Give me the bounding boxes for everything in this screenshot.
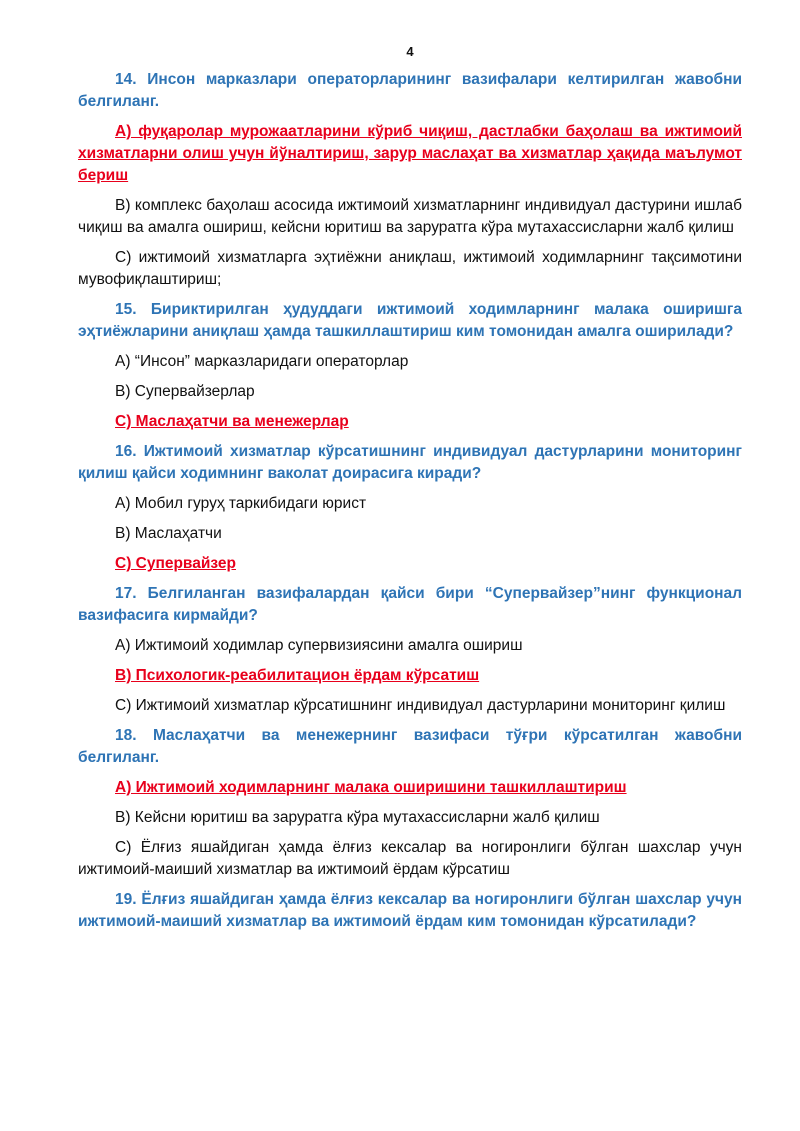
answer-option: B) Маслаҳатчи [115, 525, 222, 542]
correct-answer-option: C) Супервайзер [115, 555, 236, 572]
answer-option: B) Супервайзерлар [115, 383, 255, 400]
correct-answer-option: A) фуқаролар мурожаатларини кўриб чиқиш, дастлабки баҳолаш ва ижтимоий хизматларни олиш учун йўналтириш, зарур маслаҳат ва хизматлар ҳақида маълумот бериш [78, 123, 742, 184]
answer-option: B) комплекс баҳолаш асосида ижтимоий хизматларнинг индивидуал дастурини ишлаб чиқиш ва амалга ошириш, кейсни юритиш ва заруратга кўра мутахассисларни жалб қилиш [78, 197, 742, 236]
answer-option: A) Мобил гуруҳ таркибидаги юрист [115, 495, 367, 512]
question-text: 14. Инсон марказлари операторларининг вазифалари келтирилган жавобни белгиланг. [78, 71, 742, 110]
correct-answer-option: B) Психологик-реабилитацион ёрдам кўрсатиш [115, 667, 480, 684]
question-text: 19. Ёлғиз яшайдиган ҳамда ёлғиз кексалар ва ногиронлиги бўлган шахслар учун ижтимоий-маиший хизматлар ва ижтимоий ёрдам ким томонидан кўрсатилади? [78, 891, 742, 930]
question-text: 15. Бириктирилган ҳудуддаги ижтимоий ходимларнинг малака оширишга эҳтиёжларини аниқлаш ҳамда ташкиллаштириш ким томонидан амалга оширилади? [78, 301, 742, 340]
question-text: 17. Белгиланган вазифалардан қайси бири “Супервайзер”нинг функционал вазифасига кирмайди? [78, 585, 742, 624]
answer-option: A) Ижтимоий ходимлар супервизиясини амалга ошириш [115, 637, 523, 654]
question-text: 18. Маслаҳатчи ва менежернинг вазифаси тўғри кўрсатилган жавобни белгиланг. [78, 727, 742, 766]
correct-answer-option: A) Ижтимоий ходимларнинг малака оширишини ташкиллаштириш [115, 779, 627, 796]
question-text: 16. Ижтимоий хизматлар кўрсатишнинг индивидуал дастурларини мониторинг қилиш қайси ходимнинг ваколат доирасига киради? [78, 443, 742, 482]
answer-option: A) “Инсон” марказларидаги операторлар [115, 353, 409, 370]
answer-option: C) Ёлғиз яшайдиган ҳамда ёлғиз кексалар ва ногиронлиги бўлган шахслар учун ижтимоий-маиший хизматлар ва ижтимоий ёрдам кўрсатиш [78, 839, 742, 878]
answer-option: C) ижтимоий хизматларга эҳтиёжни аниқлаш, ижтимоий ходимларнинг тақсимотини мувофиқлаштириш; [78, 249, 742, 288]
question-list [78, 69, 742, 933]
page-number: 4 [406, 44, 414, 59]
correct-answer-option: C) Маслаҳатчи ва менежерлар [115, 413, 349, 430]
answer-option: B) Кейсни юритиш ва заруратга кўра мутахассисларни жалб қилиш [115, 809, 600, 826]
answer-option: C) Ижтимоий хизматлар кўрсатишнинг индивидуал дастурларини мониторинг қилиш [115, 697, 726, 714]
